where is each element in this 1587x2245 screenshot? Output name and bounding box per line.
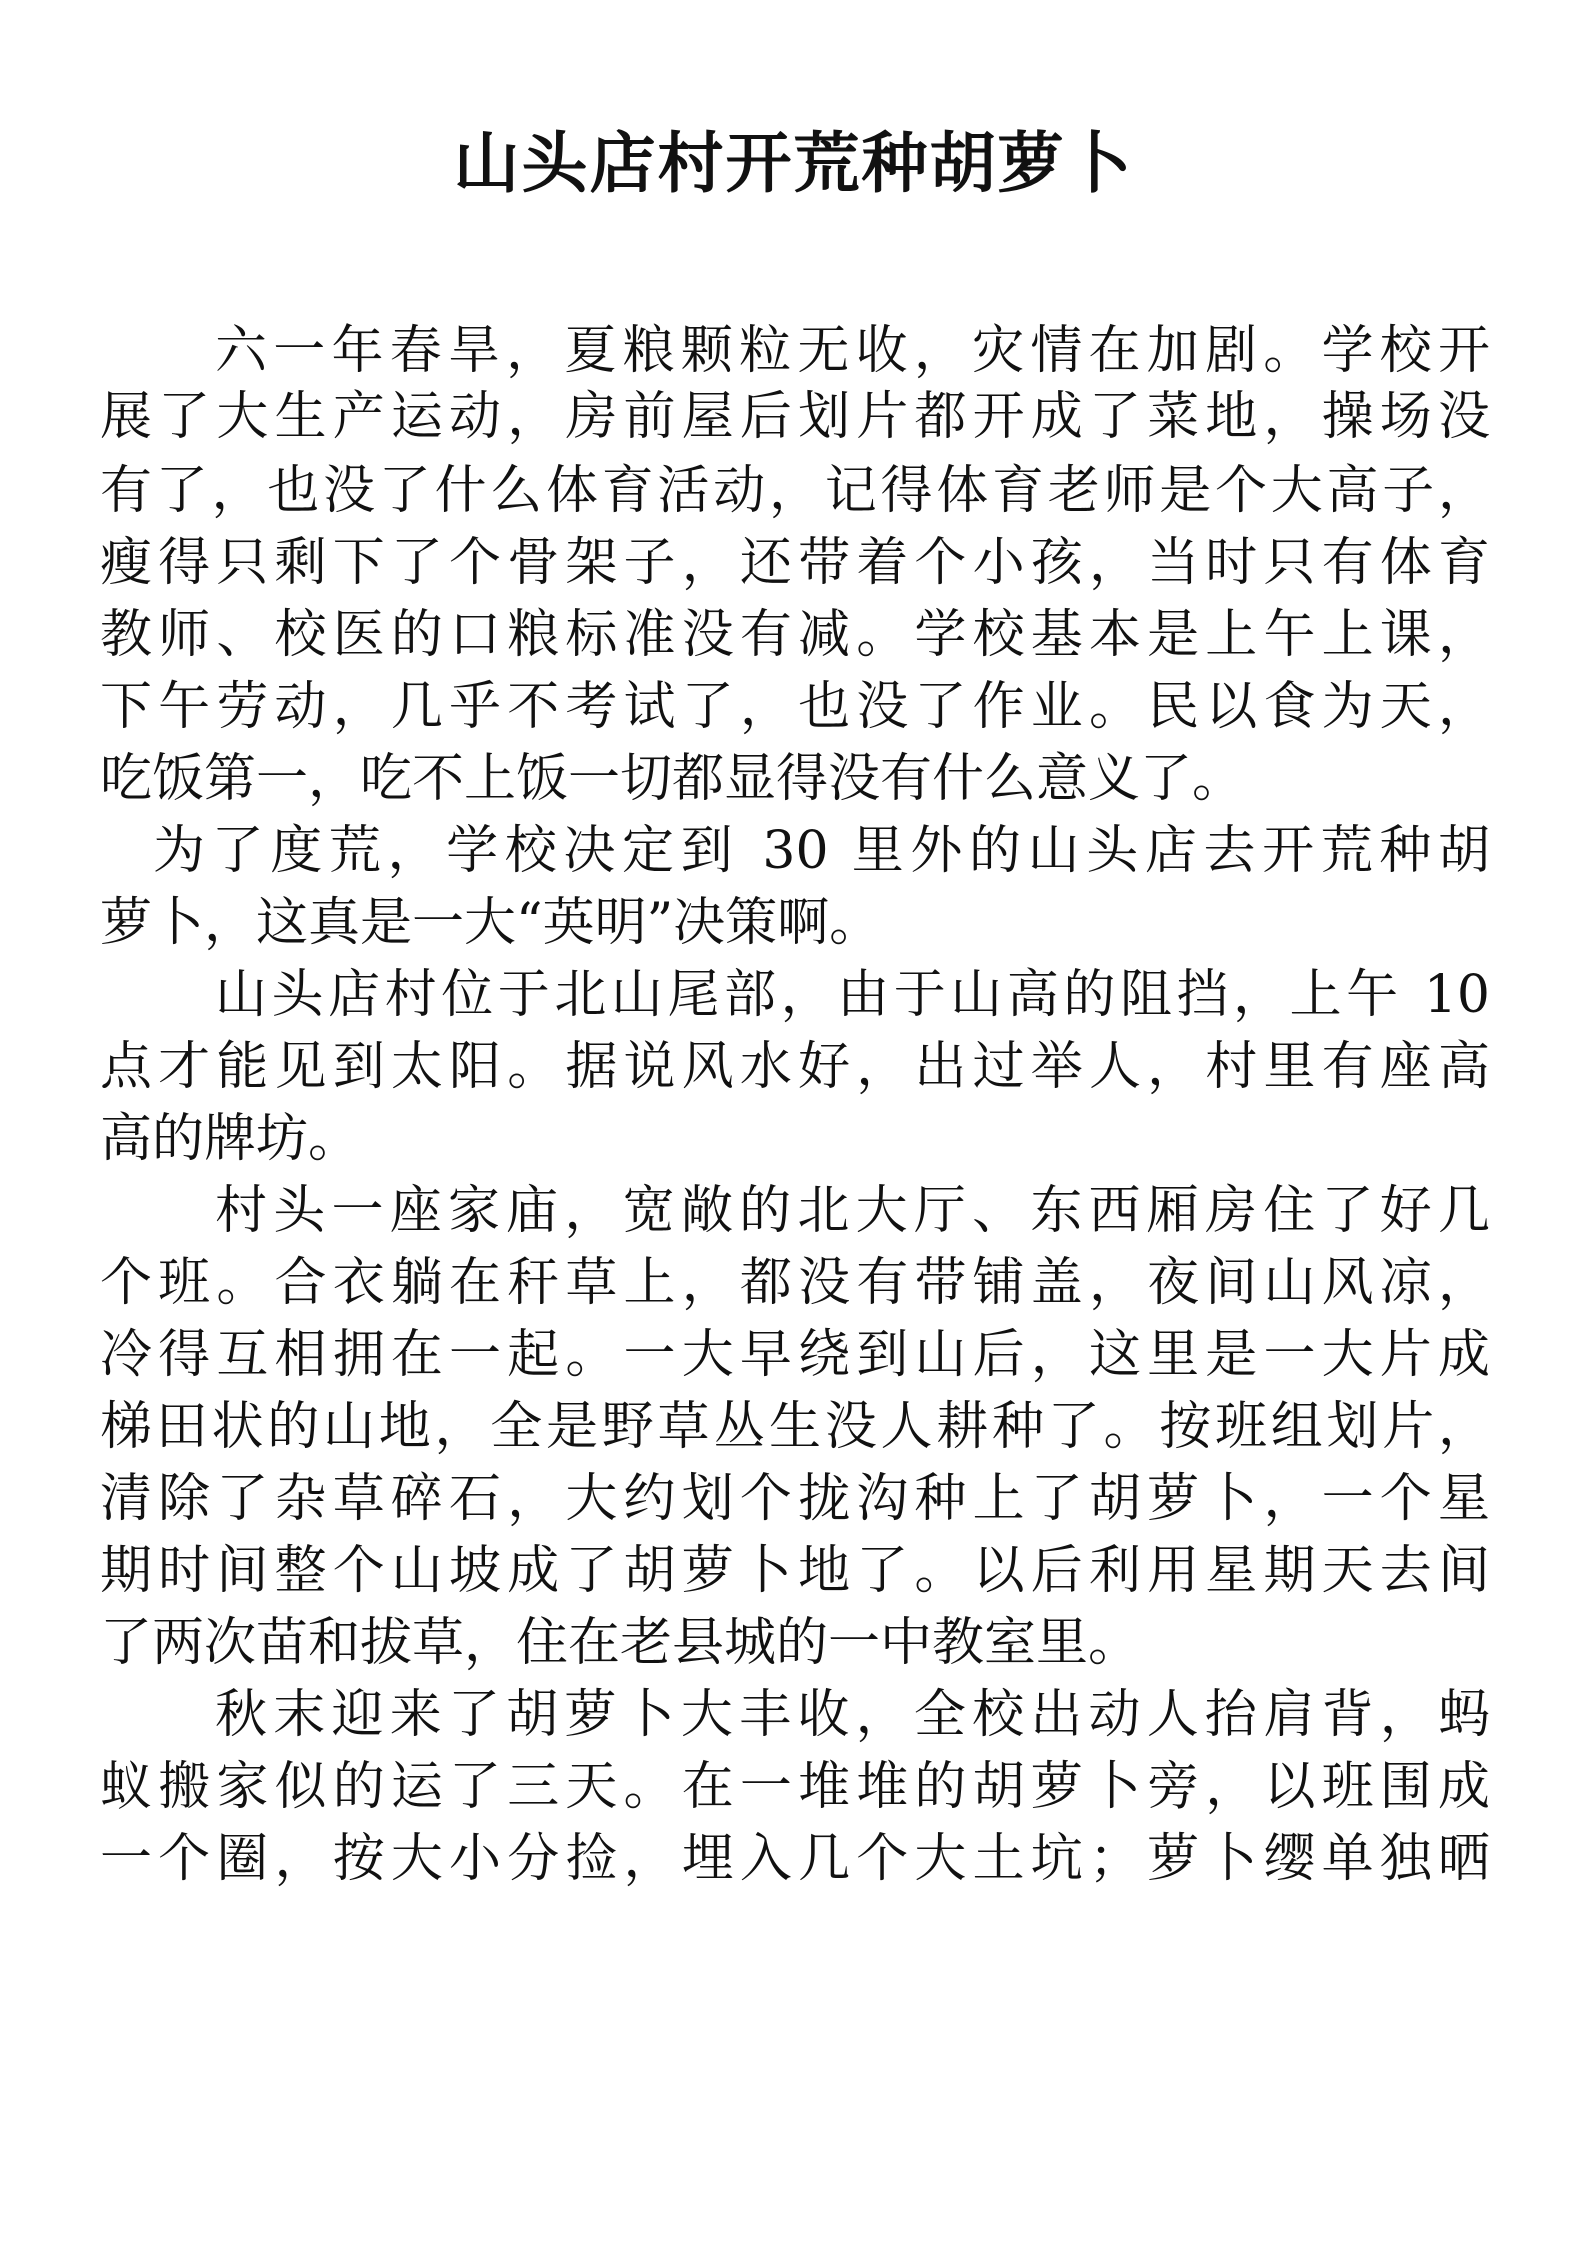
paragraph-line: 展了大生产运动，房前屋后划片都开成了菜地，操场没: [100, 387, 1490, 447]
paragraph-line: 山头店村位于北山尾部，由于山高的阻挡，上午 10: [215, 965, 1490, 1025]
paragraph-line: 六一年春旱，夏粮颗粒无收，灾情在加剧。学校开: [215, 321, 1490, 381]
paragraph-line: 下午劳动，几乎不考试了，也没了作业。民以食为天，: [100, 677, 1490, 737]
paragraph-line: 萝卜，这真是一大“英明”决策啊。: [100, 893, 882, 953]
paragraph-line: 梯田状的山地，全是野草丛生没人耕种了。按班组划片，: [100, 1397, 1490, 1457]
paragraph-line: 清除了杂草碎石，大约划个拢沟种上了胡萝卜，一个星: [100, 1469, 1490, 1529]
paragraph-line: 蚁搬家似的运了三天。在一堆堆的胡萝卜旁，以班围成: [100, 1757, 1490, 1817]
paragraph-line: 了两次苗和拔草，住在老县城的一中教室里。: [100, 1613, 1141, 1673]
paragraph-line: 吃饭第一，吃不上饭一切都显得没有什么意义了。: [100, 749, 1245, 809]
paragraph-line: 教师、校医的口粮标准没有减。学校基本是上午上课，: [100, 605, 1490, 665]
document-title: 山头店村开荒种胡萝卜: [453, 124, 1134, 202]
paragraph-line: 高的牌坊。: [100, 1109, 361, 1169]
paragraph-line: 有了，也没了什么体育活动，记得体育老师是个大高子，: [100, 461, 1490, 521]
paragraph-line: 期时间整个山坡成了胡萝卜地了。以后利用星期天去间: [100, 1541, 1490, 1601]
paragraph-line: 瘦得只剩下了个骨架子，还带着个小孩，当时只有体育: [100, 533, 1490, 593]
paragraph-line: 一个圈，按大小分捡，埋入几个大土坑；萝卜缨单独晒: [100, 1829, 1490, 1889]
paragraph-line: 点才能见到太阳。据说风水好，出过举人，村里有座高: [100, 1037, 1490, 1097]
paragraph-line: 个班。合衣躺在秆草上，都没有带铺盖，夜间山风凉，: [100, 1253, 1490, 1313]
paragraph-line: 村头一座家庙，宽敞的北大厅、东西厢房住了好几: [215, 1181, 1490, 1241]
paragraph-line: 为了度荒，学校决定到 30 里外的山头店去开荒种胡: [153, 821, 1490, 881]
paragraph-line: 冷得互相拥在一起。一大早绕到山后，这里是一大片成: [100, 1325, 1490, 1385]
paragraph-line: 秋末迎来了胡萝卜大丰收，全校出动人抬肩背，蚂: [215, 1685, 1490, 1745]
